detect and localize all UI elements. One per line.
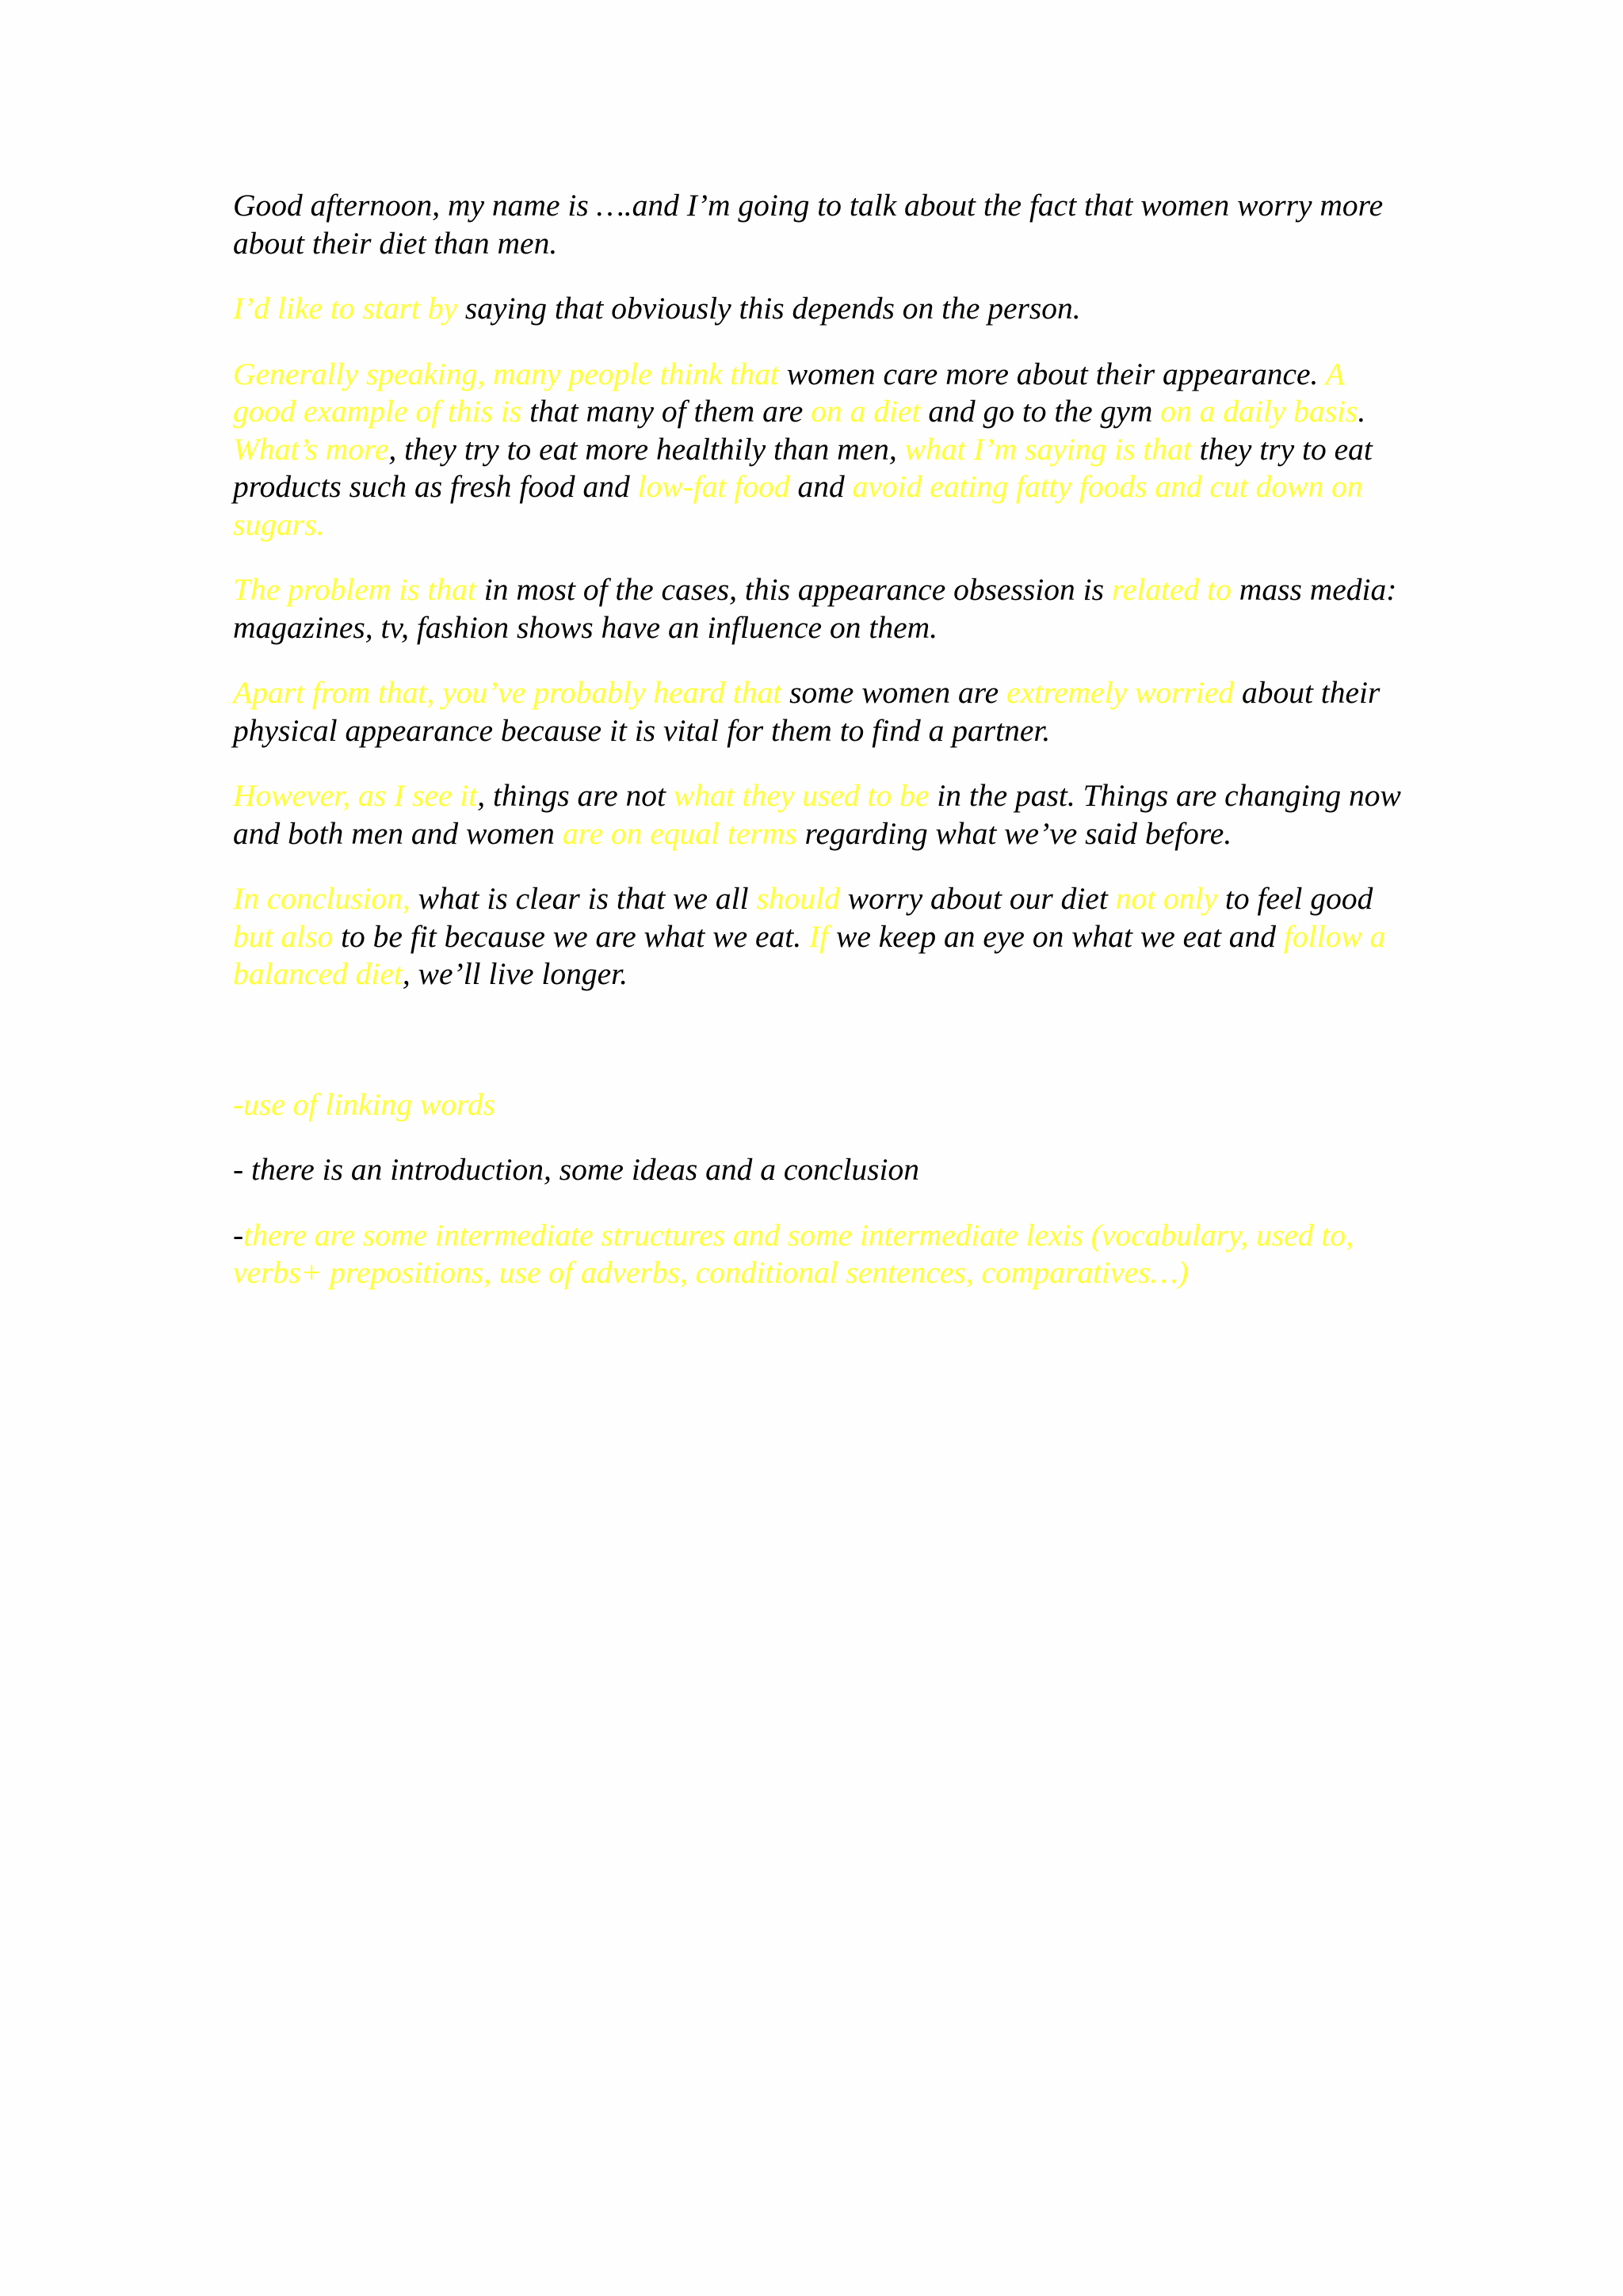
highlighted-phrase: If: [809, 918, 829, 954]
text-segment: , things are not: [477, 778, 674, 813]
text-segment: mass media: magazines, tv, fashion shows have an influence on them.: [233, 572, 1397, 645]
highlighted-phrase: on a daily basis: [1160, 394, 1358, 429]
highlighted-phrase: there are some intermediate structures and some intermediate lexis (vocabulary, used to, verbs+ prepositions, use of adverbs, conditional sentences, comparatives…): [233, 1217, 1354, 1290]
highlighted-phrase: Apart from that, you’ve probably heard that: [233, 675, 782, 710]
text-segment: -: [233, 1217, 244, 1253]
highlighted-phrase: related to: [1111, 572, 1232, 607]
text-segment: Good afternoon, my name is ….and I’m going to talk about the fact that women worry more about their diet than men.: [233, 188, 1384, 261]
paragraph-6: [233, 777, 1406, 852]
note-1: [233, 1086, 1406, 1124]
note-2: [233, 1151, 1406, 1189]
text-segment: what is clear is that we all: [410, 881, 757, 916]
highlighted-phrase: -use of linking words: [233, 1086, 495, 1122]
text-segment: .: [1358, 394, 1366, 429]
highlighted-phrase: What’s more: [233, 431, 389, 467]
speech-text: [233, 187, 1406, 994]
highlighted-phrase: but also: [233, 918, 334, 954]
highlighted-phrase: should: [756, 881, 840, 916]
paragraph-3: [233, 356, 1406, 544]
highlighted-phrase: Generally speaking, many people think that: [233, 356, 779, 391]
document-body: [233, 187, 1406, 1320]
text-segment: in the past. Things are changing now and both men and women: [233, 778, 1401, 851]
text-segment: worry about our diet: [839, 881, 1116, 916]
highlighted-phrase: I’d like to start by: [233, 291, 458, 326]
section-gap: [233, 1021, 1406, 1086]
text-segment: and: [789, 469, 853, 504]
highlighted-phrase: on a diet: [811, 394, 921, 429]
highlighted-phrase: However, as I see it: [233, 778, 478, 813]
text-segment: they try to eat products such as fresh food and: [233, 431, 1373, 504]
paragraph-1: [233, 187, 1406, 262]
text-segment: women care more about their appearance.: [778, 356, 1326, 391]
highlighted-phrase: extremely worried: [1006, 675, 1235, 710]
highlighted-phrase: The problem is that: [233, 572, 476, 607]
text-segment: - there is an introduction, some ideas and a conclusion: [233, 1152, 919, 1187]
text-segment: , they try to eat more healthily than men,: [388, 431, 905, 467]
note-3: [233, 1217, 1406, 1292]
paragraph-4: [233, 571, 1406, 646]
paragraph-5: [233, 674, 1406, 749]
text-segment: to feel good: [1217, 881, 1373, 916]
highlighted-phrase: A good example of this is: [233, 356, 1344, 429]
text-segment: about their physical appearance because it is vital for them to find a partner.: [233, 675, 1381, 748]
highlighted-phrase: what I’m saying is that: [904, 431, 1192, 467]
text-segment: that many of them are: [521, 394, 812, 429]
text-segment: saying that obviously this depends on the person.: [457, 291, 1081, 326]
highlighted-phrase: follow a balanced diet: [233, 918, 1386, 991]
text-segment: , we’ll live longer.: [402, 956, 628, 991]
highlighted-phrase: low-fat food: [637, 469, 790, 504]
text-segment: in most of the cases, this appearance obsession is: [475, 572, 1112, 607]
evaluation-notes: [233, 1086, 1406, 1292]
text-segment: and go to the gym: [920, 394, 1161, 429]
text-segment: regarding what we’ve said before.: [796, 815, 1232, 851]
highlighted-phrase: what they used to be: [673, 778, 930, 813]
highlighted-phrase: avoid eating fatty foods and cut down on sugars.: [233, 469, 1363, 542]
highlighted-phrase: not only: [1115, 881, 1218, 916]
text-segment: we keep an eye on what we eat and: [828, 918, 1284, 954]
paragraph-7: [233, 880, 1406, 994]
highlighted-phrase: In conclusion,: [233, 881, 411, 916]
paragraph-2: [233, 290, 1406, 328]
text-segment: some women are: [781, 675, 1007, 710]
text-segment: to be fit because we are what we eat.: [333, 918, 809, 954]
highlighted-phrase: are on equal terms: [562, 815, 797, 851]
